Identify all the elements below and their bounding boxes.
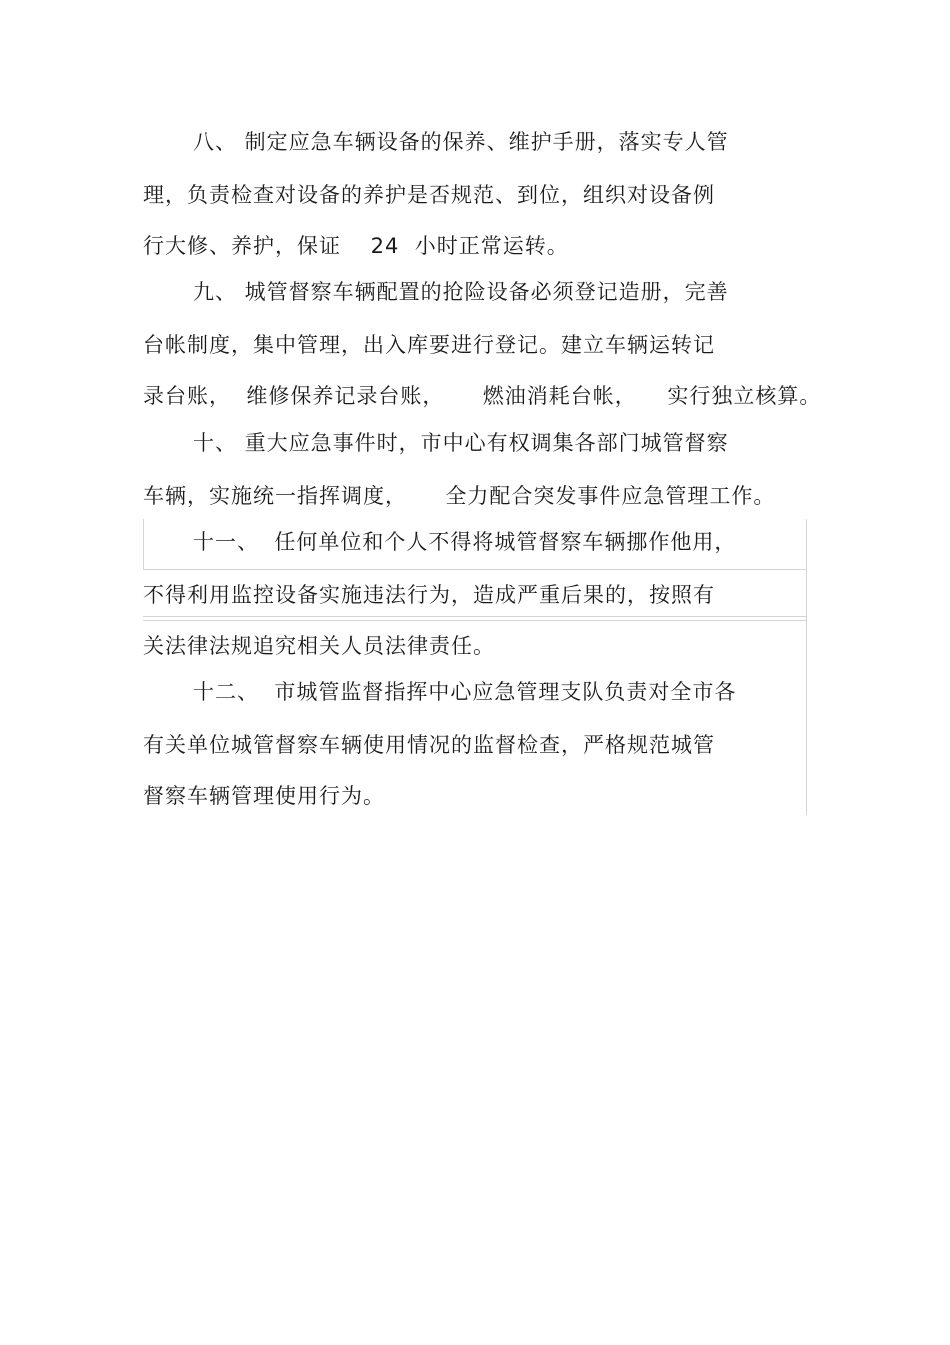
paragraph-8-line-1: 八、 制定应急车辆设备的保养、维护手册，落实专人管 <box>193 130 729 154</box>
table-border-row-1 <box>143 569 807 570</box>
paragraph-8-line-2: 理，负责检查对设备的养护是否规范、到位，组织对设备例 <box>143 183 715 207</box>
paragraph-9-line-2: 台帐制度，集中管理，出入库要进行登记。建立车辆运转记 <box>143 333 715 357</box>
paragraph-9-line-3: 录台账， 维修保养记录台账， 燃油消耗台帐， 实行独立核算。 <box>143 384 822 408</box>
table-border-row-2 <box>143 616 807 617</box>
paragraph-12-line-1: 十二、 市城管监督指挥中心应急管理支队负责对全市各 <box>193 680 737 704</box>
paragraph-11-line-1: 十一、 任何单位和个人不得将城管督察车辆挪作他用， <box>193 530 737 554</box>
paragraph-12-line-2: 有关单位城管督察车辆使用情况的监督检查，严格规范城管 <box>143 733 715 757</box>
paragraph-10-line-1: 十、 重大应急事件时，市中心有权调集各部门城管督察 <box>193 431 729 455</box>
paragraph-12-line-3: 督察车辆管理使用行为。 <box>143 784 385 808</box>
table-border-left-top <box>143 519 144 569</box>
table-border-row-3 <box>143 620 807 621</box>
paragraph-10-line-2: 车辆，实施统一指挥调度， 全力配合突发事件应急管理工作。 <box>143 484 776 508</box>
table-border-right <box>806 519 807 815</box>
paragraph-11-line-3: 关法律法规追究相关人员法律责任。 <box>143 634 495 658</box>
paragraph-11-line-2: 不得利用监控设备实施违法行为，造成严重后果的，按照有 <box>143 583 715 607</box>
paragraph-9-line-1: 九、 城管督察车辆配置的抢险设备必须登记造册，完善 <box>193 280 729 304</box>
paragraph-8-line-3: 行大修、养护，保证 24 小时正常运转。 <box>143 234 569 258</box>
